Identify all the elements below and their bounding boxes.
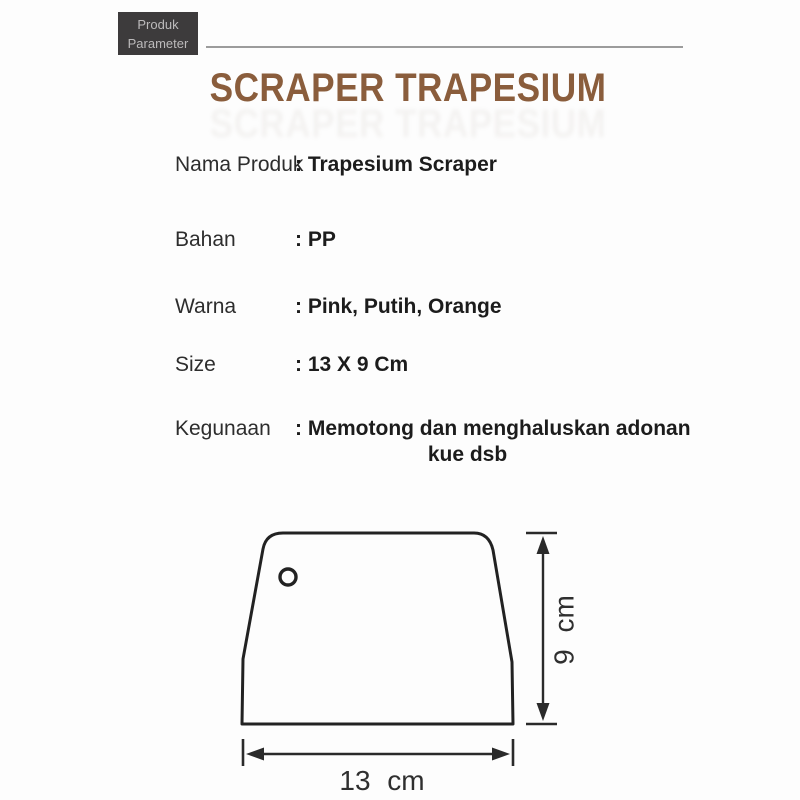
spec-label: Bahan <box>175 228 236 251</box>
width-dimension <box>243 739 513 766</box>
spec-value: : Trapesium Scraper <box>295 153 497 176</box>
arrowhead-right <box>492 748 510 761</box>
arrowhead-down <box>537 703 550 721</box>
arrowhead-up <box>537 536 550 554</box>
page-title-ghost: SCRAPER TRAPESIUM <box>209 102 607 146</box>
trapesium-outline <box>242 533 513 724</box>
badge-line-1: Produk <box>137 17 179 32</box>
page-title: SCRAPER TRAPESIUM <box>209 66 607 110</box>
arrowhead-left <box>246 748 264 761</box>
spec-label: Kegunaan <box>175 417 271 440</box>
spec-value: : Pink, Putih, Orange <box>295 295 502 318</box>
badge-line-2: Parameter <box>127 36 189 51</box>
height-dimension-label: 9 cm <box>548 595 580 665</box>
spec-value: : Memotong dan menghaluskan adonan <box>295 417 691 440</box>
spec-value: : PP <box>295 228 336 251</box>
produk-parameter-badge <box>118 12 198 55</box>
spec-value-continued: kue dsb <box>427 443 508 466</box>
scraper-dimension-diagram <box>0 500 800 800</box>
spec-label: Nama Produk <box>175 153 304 176</box>
spec-label: Size <box>175 353 216 376</box>
hang-hole <box>280 569 296 585</box>
spec-value: : 13 X 9 Cm <box>295 353 409 376</box>
header-divider-line <box>206 46 683 48</box>
width-dimension-label: 13 cm <box>339 765 425 796</box>
spec-label: Warna <box>175 295 237 318</box>
